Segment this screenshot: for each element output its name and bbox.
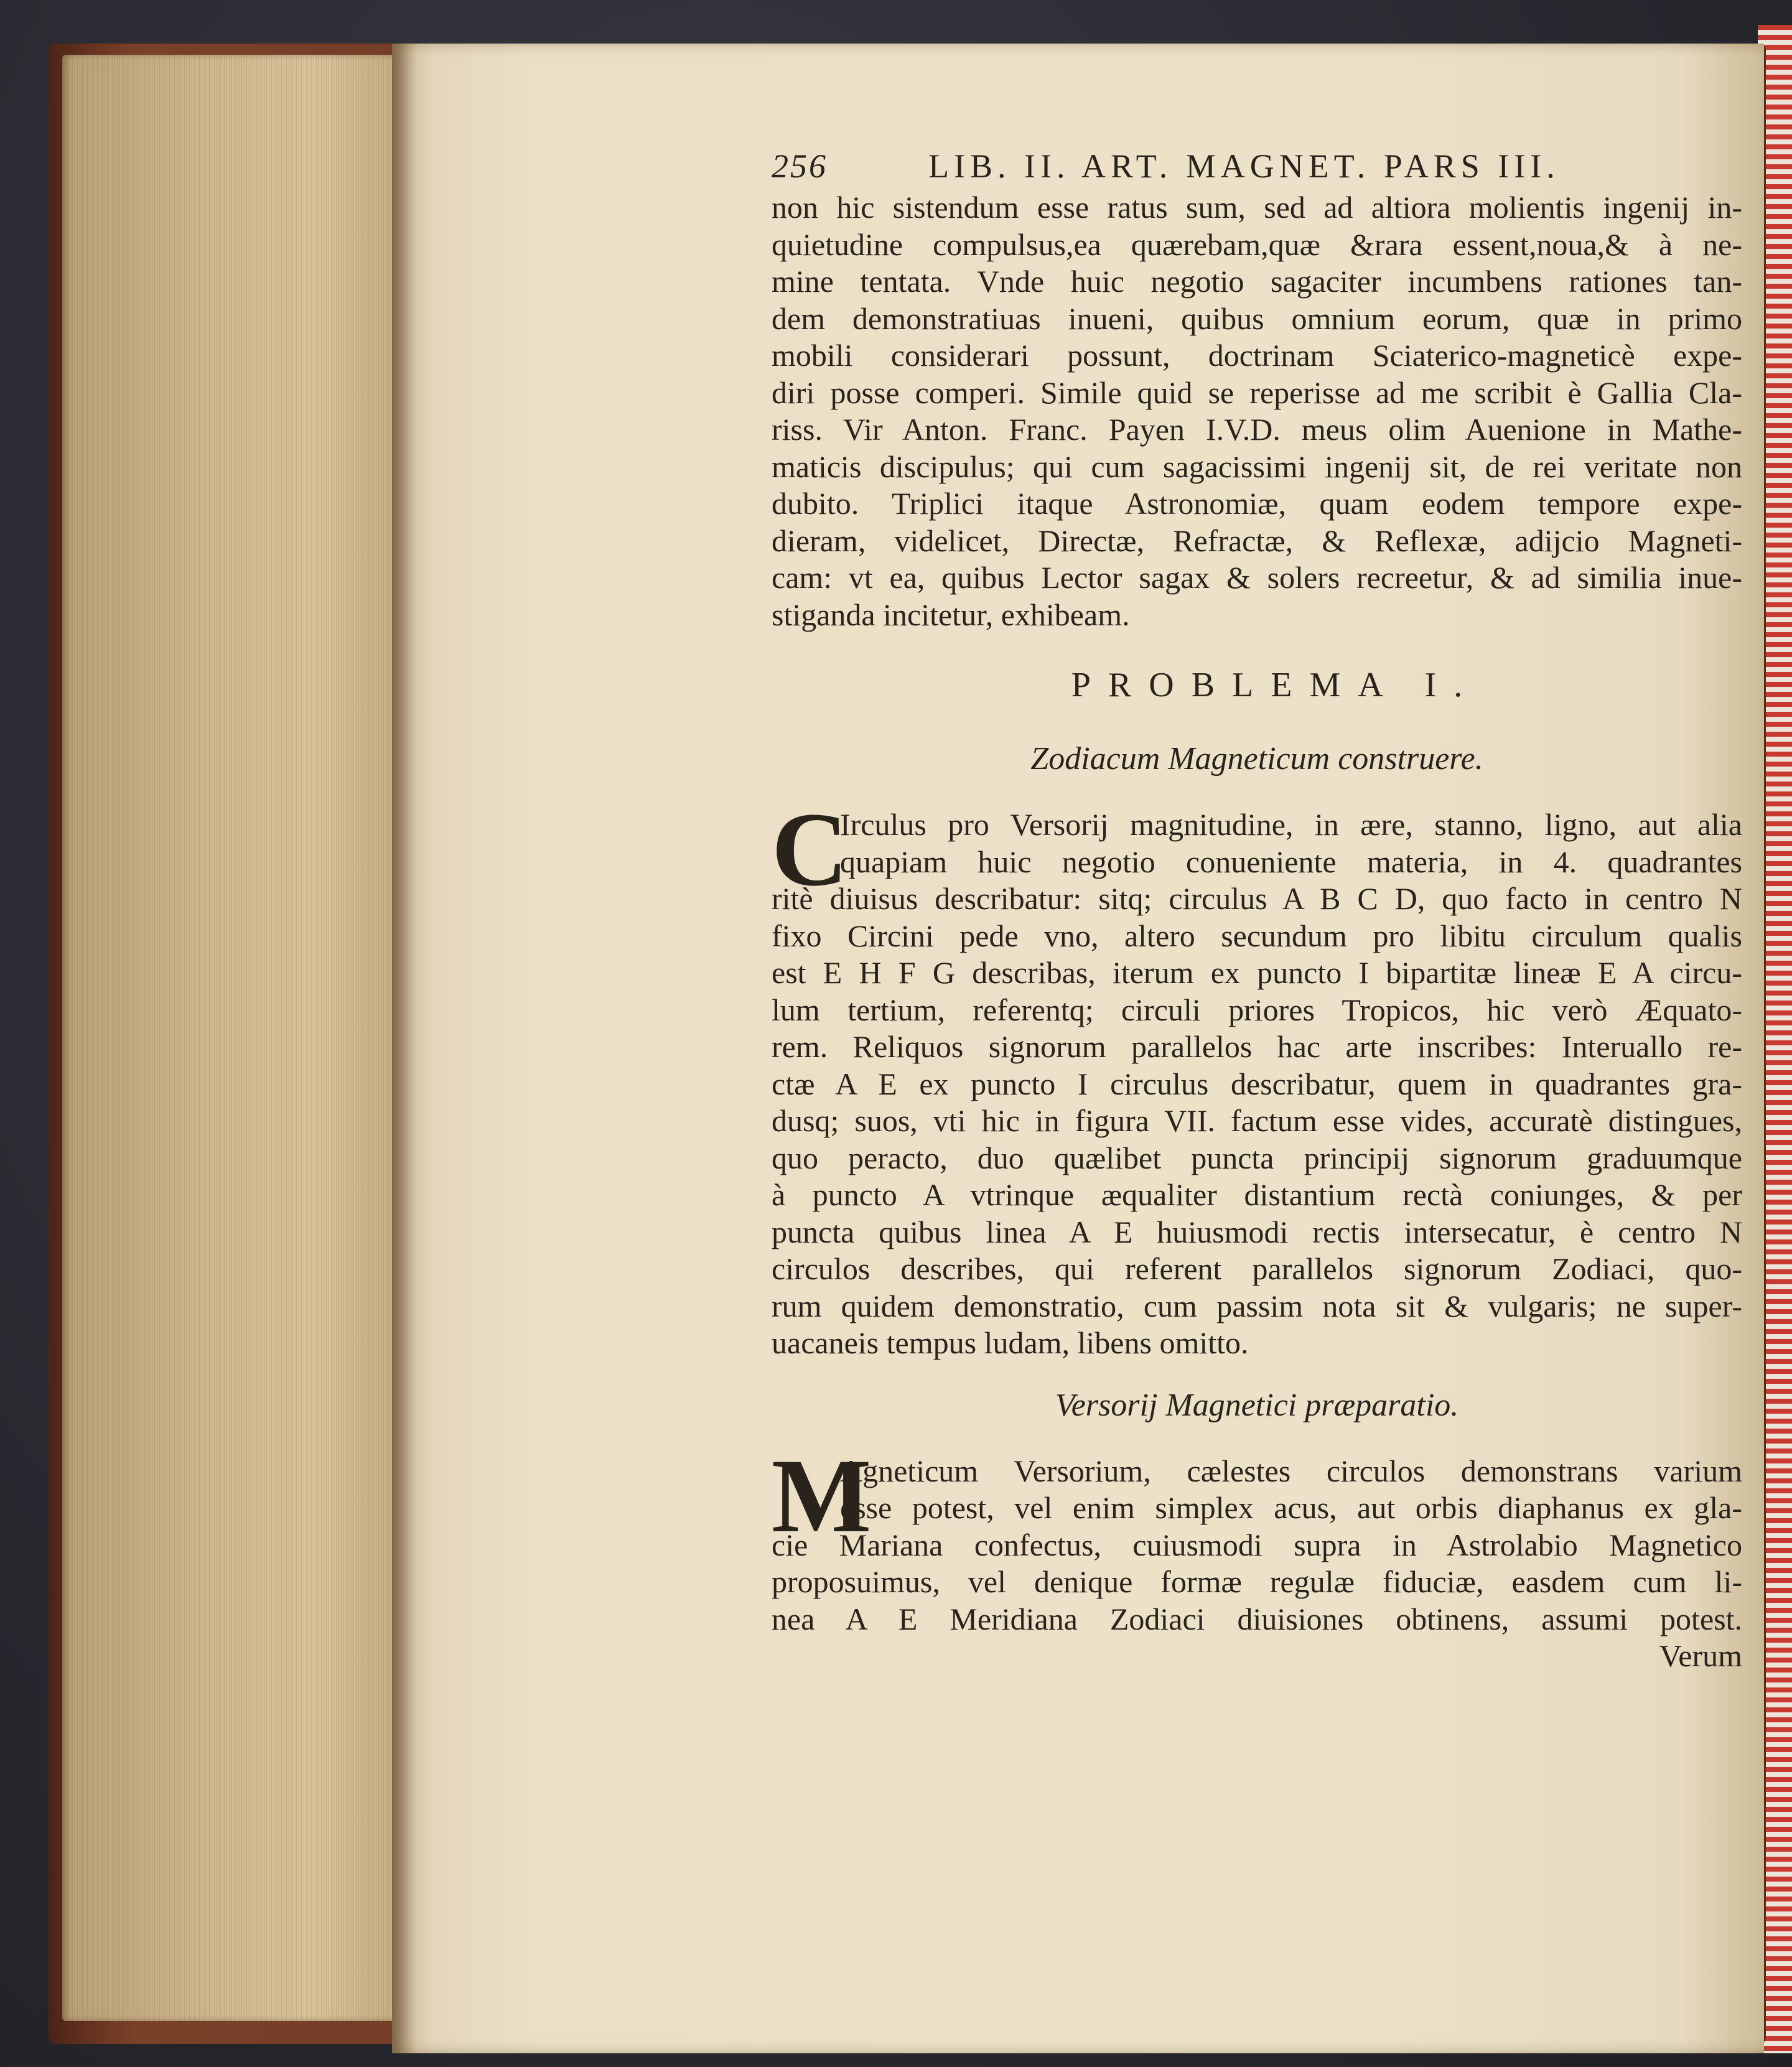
text-line: Agneticum Versorium, cælestes circulos demonstrans varium (840, 1453, 1742, 1488)
text-line: maticis discipulus; qui cum sagacissimi ingenij sit, de rei veritate non (772, 449, 1742, 484)
problem-heading: PROBLEMA I. (1071, 666, 1480, 704)
text-line: dusq; suos, vti hic in figura VII. factum esse vides, accuratè distingues, (772, 1103, 1742, 1138)
text-line: diri posse comperi. Simile quid se reperisse ad me scribit è Gallia Cla- (772, 375, 1742, 410)
text-line: quapiam huic negotio conueniente materia, in 4. quadrantes (840, 844, 1742, 879)
drop-cap-m: M (772, 1437, 872, 1554)
text-line: ritè diuisus describatur: sitq; circulus A B C D, quo facto in centro N (772, 881, 1742, 916)
text-line: stiganda incitetur, exhibeam. (772, 597, 1130, 632)
text-line: nea A E Meridiana Zodiaci diuisiones obtinens, assumi potest. (772, 1601, 1742, 1636)
catchword: Verum (1659, 1638, 1742, 1673)
text-line: est E H F G describas, iterum ex puncto I bipartitæ lineæ E A circu- (772, 955, 1742, 990)
text-line: quo peracto, duo quælibet puncta principij signorum graduumque (772, 1140, 1742, 1175)
text-line: dubito. Triplici itaque Astronomiæ, quam eodem tempore expe- (772, 486, 1742, 521)
text-line: uacaneis tempus ludam, libens omitto. (772, 1325, 1249, 1360)
intro-paragraph (772, 189, 1742, 633)
text-line: esse potest, vel enim simplex acus, aut orbis diaphanus ex gla- (840, 1490, 1742, 1525)
text-line: à puncto A vtrinque æqualiter distantium rectà coniunges, & per (772, 1177, 1742, 1212)
versorium-paragraph (772, 1437, 1742, 1675)
page-gutter (392, 44, 417, 2053)
text-line: rem. Reliquos signorum parallelos hac arte inscribes: Interuallo re- (772, 1029, 1742, 1064)
text-line: cam: vt ea, quibus Lector sagax & solers recreetur, & ad similia inue- (772, 560, 1742, 595)
problem-paragraph (772, 791, 1742, 1362)
text-line: puncta quibus linea A E huiusmodi rectis intersecatur, è centro N (772, 1214, 1742, 1249)
page-header (772, 148, 1742, 189)
running-head: LIB. II. ART. MAGNET. PARS III. (928, 147, 1560, 185)
text-line: circulos describes, qui referent parallelos signorum Zodiaci, quo- (772, 1251, 1742, 1286)
text-line: cie Mariana confectus, cuiusmodi supra in Astrolabio Magnetico (772, 1527, 1742, 1562)
text-line: fixo Circini pede vno, altero secundum pro libitu circulum qualis (772, 918, 1742, 953)
text-line: rum quidem demonstratio, cum passim nota sit & vulgaris; ne super- (772, 1288, 1742, 1323)
text-line: mine tentata. Vnde huic negotio sagaciter incumbens rationes tan- (772, 264, 1742, 299)
text-line: quietudine compulsus,ea quærebam,quæ &rara essent,noua,& à ne- (772, 226, 1742, 262)
text-line: lum tertium, referentq; circuli priores Tropicos, hic verò Æquato- (772, 992, 1742, 1027)
text-line: riss. Vir Anton. Franc. Payen I.V.D. meus olim Auenione in Mathe- (772, 412, 1742, 447)
drop-cap-c: C (772, 791, 848, 908)
page-number: 256 (772, 147, 828, 185)
page-text (772, 148, 1742, 1675)
text-line: ctæ A E ex puncto I circulus describatur, quem in quadrantes gra- (772, 1066, 1742, 1101)
problem-subheading: Zodiacum Magneticum construere. (1030, 741, 1483, 777)
text-line: proposuimus, vel denique formæ regulæ fiduciæ, easdem cum li- (772, 1564, 1742, 1599)
text-line: dem demonstratiuas inueni, quibus omnium eorum, quæ in primo (772, 301, 1742, 336)
text-line: mobili considerari possunt, doctrinam Sciaterico-magneticè expe- (772, 338, 1742, 373)
page-block-edge (62, 55, 398, 2021)
text-line: Irculus pro Versorij magnitudine, in ære, stanno, ligno, aut alia (840, 807, 1742, 842)
text-line: non hic sistendum esse ratus sum, sed ad altiora molientis ingenij in- (772, 190, 1742, 225)
text-line: dieram, videlicet, Directæ, Refractæ, & Reflexæ, adijcio Magneti- (772, 523, 1742, 558)
versorium-subheading: Versorij Magnetici præparatio. (1055, 1387, 1459, 1423)
